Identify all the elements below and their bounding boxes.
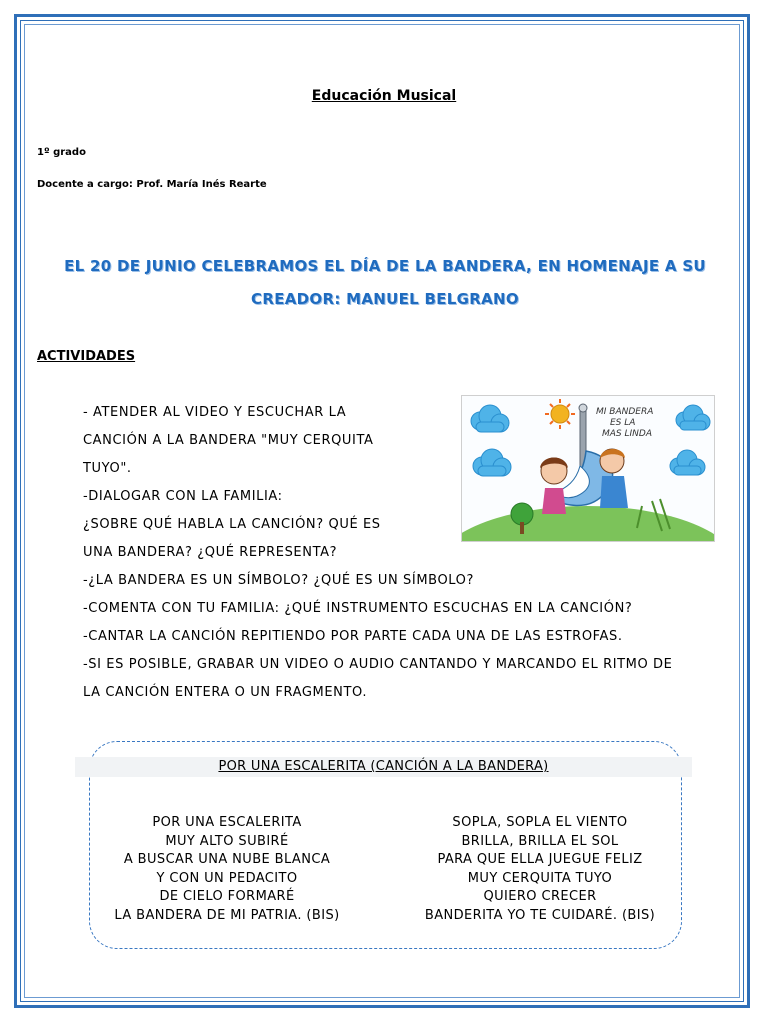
activity-line: -SI ES POSIBLE, GRABAR UN VIDEO O AUDIO CANTANDO Y MARCANDO EL RITMO DE [83, 657, 673, 672]
verse-line: BANDERITA YO TE CUIDARÉ. (BIS) [424, 907, 656, 923]
verse-line: BRILLA, BRILLA EL SOL [461, 833, 619, 849]
song-verse-left [95, 814, 359, 926]
illustration-caption-1: MI BANDERA [596, 407, 654, 417]
verse-line: LA BANDERA DE MI PATRIA. (BIS) [114, 907, 340, 923]
headline-line-2: CREADOR: MANUEL BELGRANO [251, 290, 519, 308]
activity-line: UNA BANDERA? ¿QUÉ REPRESENTA? [83, 545, 338, 560]
verse-line: QUIERO CRECER [483, 889, 597, 905]
activity-line: -COMENTA CON TU FAMILIA: ¿QUÉ INSTRUMENTO ESCUCHAS EN LA CANCIÓN? [83, 601, 633, 616]
activity-line: TUYO". [83, 461, 132, 476]
verse-line: MUY CERQUITA TUYO [467, 870, 613, 886]
activity-line: -CANTAR LA CANCIÓN REPITIENDO POR PARTE CADA UNA DE LAS ESTROFAS. [83, 629, 623, 644]
activity-line: ¿SOBRE QUÉ HABLA LA CANCIÓN? QUÉ ES [83, 517, 381, 532]
verse-line: A BUSCAR UNA NUBE BLANCA [123, 852, 331, 868]
illustration-caption-2: ES LA [610, 418, 636, 428]
verse-line: DE CIELO FORMARÉ [159, 889, 295, 905]
verse-line: SOPLA, SOPLA EL VIENTO [452, 815, 628, 830]
song-verse-right [408, 814, 672, 926]
grade-label: 1º grado [37, 147, 86, 158]
activities-heading: ACTIVIDADES [37, 349, 136, 364]
verse-line: MUY ALTO SUBIRÉ [165, 833, 289, 849]
verse-line: PARA QUE ELLA JUEGUE FELIZ [437, 852, 643, 868]
headline-line-1: EL 20 DE JUNIO CELEBRAMOS EL DÍA DE LA BANDERA, EN HOMENAJE A SU [64, 257, 706, 275]
cloud-icon [473, 449, 511, 476]
activity-line: CANCIÓN A LA BANDERA "MUY CERQUITA [83, 433, 374, 448]
cloud-icon [471, 405, 509, 432]
activity-line: LA CANCIÓN ENTERA O UN FRAGMENTO. [83, 685, 368, 700]
cloud-icon [670, 450, 705, 475]
activity-line: - ATENDER AL VIDEO Y ESCUCHAR LA [83, 405, 347, 420]
illustration-caption-3: MAS LINDA [602, 429, 652, 439]
activity-line: -¿LA BANDERA ES UN SÍMBOLO? ¿QUÉ ES UN SÍMBOLO? [83, 573, 474, 588]
cloud-icon [676, 405, 710, 430]
verse-line: POR UNA ESCALERITA [152, 815, 302, 830]
flag-illustration-drawing [462, 396, 714, 541]
document-title: Educación Musical [311, 88, 457, 104]
teacher-label: Docente a cargo: Prof. María Inés Rearte [37, 179, 267, 190]
song-title: POR UNA ESCALERITA (CANCIÓN A LA BANDERA) [218, 759, 549, 774]
sun-icon [545, 399, 575, 429]
verse-line: Y CON UN PEDACITO [156, 870, 298, 886]
activity-line: -DIALOGAR CON LA FAMILIA: [83, 489, 283, 504]
flag-illustration [461, 395, 715, 542]
